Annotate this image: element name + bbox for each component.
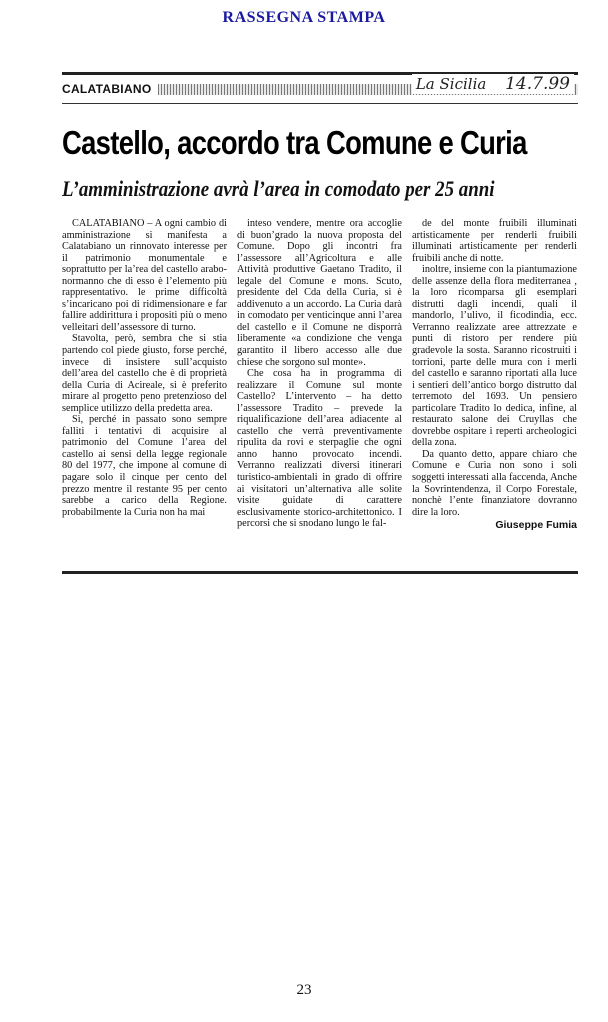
paragraph: CALATABIANO – A ogni cambio di amministrazione si manifesta a Calatabiano un rinnovato interesse per il patrimonio monumentale e soprattutto per la’rea del castello arabo-normanno che di esso è l’elemento più rappresentativo. le prime difficoltà s’incaricano poi di ridimensionare e far fallire addirittura i propositi più o meno velleitari dell’assessore di turno. — [62, 218, 227, 333]
newspaper-clipping — [62, 72, 578, 575]
article-body — [62, 218, 578, 564]
article-column-3 — [412, 218, 577, 564]
article-column-1 — [62, 218, 227, 564]
author-byline: Giuseppe Fumia — [495, 519, 577, 532]
section-label: CALATABIANO — [62, 82, 152, 96]
article-column-2 — [237, 218, 402, 564]
section-rule — [62, 103, 578, 104]
source-date: 14.7.99 — [505, 74, 570, 94]
source-name: La Sicilia — [415, 75, 487, 93]
page-number: 23 — [296, 982, 312, 998]
paragraph: de del monte fruibili illuminati artisticamente per renderli fruibili illuminati artisticamente per renderli fruibili anche di notte. — [412, 218, 577, 264]
article-subheadline: L’amministrazione avrà l’area in comodato per 25 anni — [62, 176, 495, 201]
paragraph: inteso vendere, mentre ora accoglie di buon’grado la nuova proposta del Comune. Dopo gli incontri fra l’assessore all’Agricoltura e alle Attività produttive Gaetano Tradito, il legale del Comune e mons. Scuto, presidente del Cda della Curia, si è addivenuto a un accordo. La Curia darà in comodato per venticinque anni l’area del castello e il Comune ne disporrà liberamente «a condizione che venga garantito il libero accesso alle due chiese che sorgono sul monte». — [237, 218, 402, 368]
bottom-rule — [62, 571, 578, 574]
article-headline: Castello, accordo tra Comune e Curia — [62, 124, 527, 161]
paragraph: Che cosa ha in programma di realizzare il Comune sul monte Castello? L’intervento – ha detto l’assessore Tradito – prevede la riqualificazione dell’area adiacente al castello che verrà preventivamente ripulita da rovi e sterpaglie che ogni anno hanno provocato incendi. Verranno realizzati diversi itinerari turistico-ambientali in grado di offrire ai visitatori un’alternativa alle solite visite guidate di carattere esclusivamente storico-architettonico. I percorsi che si snodano lungo le fal- — [237, 368, 402, 530]
paragraph: Stavolta, però, sembra che si stia partendo col piede giusto, forse perché, invece di insistere sull’acquisto dell’area del castello che è di proprietà della Curia di Acireale, si è preferito mirare al progetto peno pretenzioso del semplice utilizzo della predetta area. — [62, 333, 227, 414]
header-title: RASSEGNA STAMPA — [222, 9, 386, 26]
paragraph: inoltre, insieme con la piantumazione delle assenze della flora mediterranea , la loro ricomparsa gli esemplari distrutti dagli incendi, quali il mandorlo, l’ulivo, il ficodindia, ecc. Verranno realizzate aree attrezzate e punti di ristoro per rendere più gradevole la sosta. Saranno ricostruiti i torrioni, parte delle mura con i merli del castello e saranno riportati alla luce i sentieri dell’antico borgo distrutto dal terremoto del 1693. Un pensiero particolare Tradito lo dedica, infine, al restaurato salone dei Cruyllas che dovrebbe ospitare i reperti archeologici della zona. — [412, 264, 577, 449]
source-stamp — [412, 74, 574, 94]
paragraph: Da quanto detto, appare chiaro che Comune e Curia non sono i soli soggetti interessati alla faccenda, Anche la Sovrintendenza, il Corpo Forestale, nonchè l’ente finanziatore dovranno dire la loro. — [412, 448, 577, 518]
paragraph: Sì, perché in passato sono sempre falliti i tentativi di acquisire al patrimonio del Comune l’area del castello ai sensi della legge regionale 80 del 1977, che impone al comune di pagare solo il cinque per cento del prezzo mentre il restante 95 per cento sarebbe a carico della Regione. probabilmente la Curia non ha mai — [62, 414, 227, 518]
